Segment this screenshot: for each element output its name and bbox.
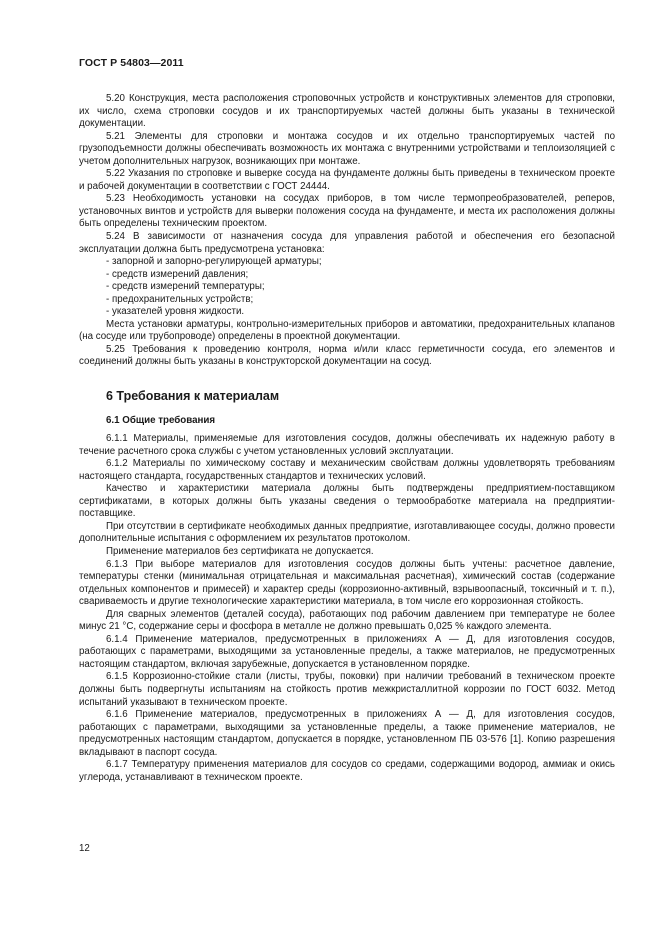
paragraph-6-1-2: 6.1.2 Материалы по химическому составу и механическим свойствам должны удовлетворять требованиям настоящего стандарта, государственных стандартов и технических условий. [79, 458, 615, 482]
section-title: 6 Требования к материалам [106, 389, 280, 404]
list-item: - средств измерений температуры; [106, 281, 265, 293]
paragraph-5-22: 5.22 Указания по строповке и выверке сосуда на фундаменте должны быть приведены в техническом проекте и рабочей документации в соответствии с ГОСТ 24444. [79, 168, 615, 192]
subsection-title: 6.1 Общие требования [106, 415, 216, 427]
document-body [79, 93, 615, 784]
paragraph-6-1-3: 6.1.3 При выборе материалов для изготовления сосудов должны быть учтены: расчетное давление, температуры стенки (минимальная отрицательная и максимальная расчетная), химический состав (содержание отдельных компонентов и примесей) и характер среды (коррозионно-активный, взрывоопасный, токсичный и т. п.), свариваемость и другие технологические характеристики материала, в том числе его коррозионная стойкость. [79, 558, 615, 608]
paragraph-welded-elements: Для сварных элементов (деталей сосуда), работающих под рабочим давлением при температуре не более минус 21 °С, содержание серы и фосфора в металле не должно превышать 0,025 % каждого элемента. [79, 608, 615, 633]
paragraph-5-25: 5.25 Требования к проведению контроля, норма и/или класс герметичности сосуда, его элементов и соединений должны быть указаны в конструкторской документации на сосуд. [79, 343, 615, 368]
list-item: - указателей уровня жидкости. [106, 306, 245, 318]
paragraph-5-21: 5.21 Элементы для строповки и монтажа сосудов и их отдельно транспортируемых частей по грузоподъемности должны обеспечивать возможность их монтажа с внутренними устройствами и теплоизоляцией с учетом дополнительных нагрузок, возникающих при монтаже. [79, 130, 615, 167]
paragraph-no-certificate: Применение материалов без сертификата не допускается. [106, 545, 374, 557]
paragraph-6-1-6: 6.1.6 Применение материалов, предусмотренных в приложениях А — Д, для изготовления сосудов, работающих с параметрами, выходящими за установленные пределы, а также применение материалов, не предусмотренных настоящим стандартом, допускается в порядке, установленном ПБ 03-576 [1]. Копию разрешения вкладывают в паспорт сосуда. [79, 709, 615, 758]
paragraph-missing-data: При отсутствии в сертификате необходимых данных предприятие, изготавливающее сосуды, должно провести дополнительные испытания с оформлением их результатов протоколом. [79, 520, 615, 545]
paragraph-6-1-5: 6.1.5 Коррозионно-стойкие стали (листы, трубы, поковки) при наличии требований в техническом проекте должны быть подвергнуты испытаниям на стойкость против межкристаллитной коррозии по ГОСТ 6032. Метод испытаний указывают в техническом проекте. [79, 671, 615, 708]
paragraph-installation-places: Места установки арматуры, контрольно-измерительных приборов и автоматики, предохранительных клапанов (на сосуде или трубопроводе) определены в проектной документации. [79, 318, 615, 343]
list-item: - запорной и запорно-регулирующей арматуры; [106, 256, 322, 268]
list-item: - средств измерений давления; [106, 268, 249, 280]
paragraph-quality: Качество и характеристики материала должны быть подтверждены предприятием-поставщиком сертификатами, в которых должны быть указаны сведения о термообработке материала на предприятии-поставщике. [79, 483, 615, 520]
page-number: 12 [79, 843, 90, 854]
list-item: - предохранительных устройств; [106, 293, 254, 305]
paragraph-6-1-1: 6.1.1 Материалы, применяемые для изготовления сосудов, должны обеспечивать их надежную работу в течение расчетного срока службы с учетом установленных условий эксплуатации. [79, 433, 615, 457]
paragraph-5-23: 5.23 Необходимость установки на сосудах приборов, в том числе термопреобразователей, реперов, установочных винтов и устройств для выверки положения сосуда на фундаменте, и места их расположения должны быть определены техническим проектом. [79, 193, 615, 230]
paragraph-6-1-7: 6.1.7 Температуру применения материалов для сосудов со средами, содержащими водород, аммиак и окись углерода, устанавливают в техническом проекте. [79, 759, 615, 783]
page-header: ГОСТ Р 54803—2011 [79, 57, 184, 69]
paragraph-6-1-4: 6.1.4 Применение материалов, предусмотренных в приложениях А — Д, для изготовления сосудов, работающих с параметрами, выходящими за установленные пределы, а также материалов, не предусмотренных настоящим стандартом, включая зарубежные, допускается в установленном порядке. [79, 633, 615, 670]
paragraph-5-20: 5.20 Конструкция, места расположения строповочных устройств и конструктивных элементов для строповки, их число, схема строповки сосудов и их транспортируемых частей должны быть указаны в технической документации. [79, 93, 615, 130]
paragraph-5-24: 5.24 В зависимости от назначения сосуда для управления работой и обеспечения его безопасной эксплуатации должна быть предусмотрена установка: [79, 231, 615, 255]
